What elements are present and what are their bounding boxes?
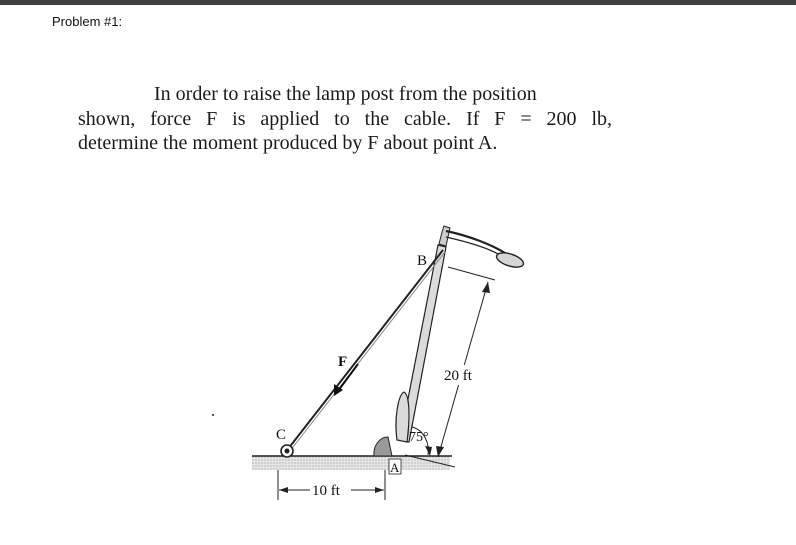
lamp-post [396, 226, 505, 442]
angle-label: 75° [409, 430, 429, 445]
dimension-20ft [436, 267, 495, 457]
label-c: C [276, 427, 287, 443]
length-label: 20 ft [444, 368, 472, 384]
problem-heading: Problem #1: [52, 14, 123, 29]
problem-line-2: shown, force F is applied to the cable. If F = 200 lb, [78, 107, 612, 130]
lamp-head [495, 250, 525, 270]
base-bracket [374, 437, 392, 456]
label-f: F [338, 354, 348, 370]
label-a: A [390, 460, 400, 475]
pulley-c [281, 445, 293, 457]
label-b: B [417, 253, 428, 269]
distance-label: 10 ft [312, 483, 340, 499]
problem-line-3: determine the moment produced by F about point A. [78, 132, 498, 154]
problem-line-1: In order to raise the lamp post from the position [154, 83, 537, 105]
ground [252, 456, 452, 470]
